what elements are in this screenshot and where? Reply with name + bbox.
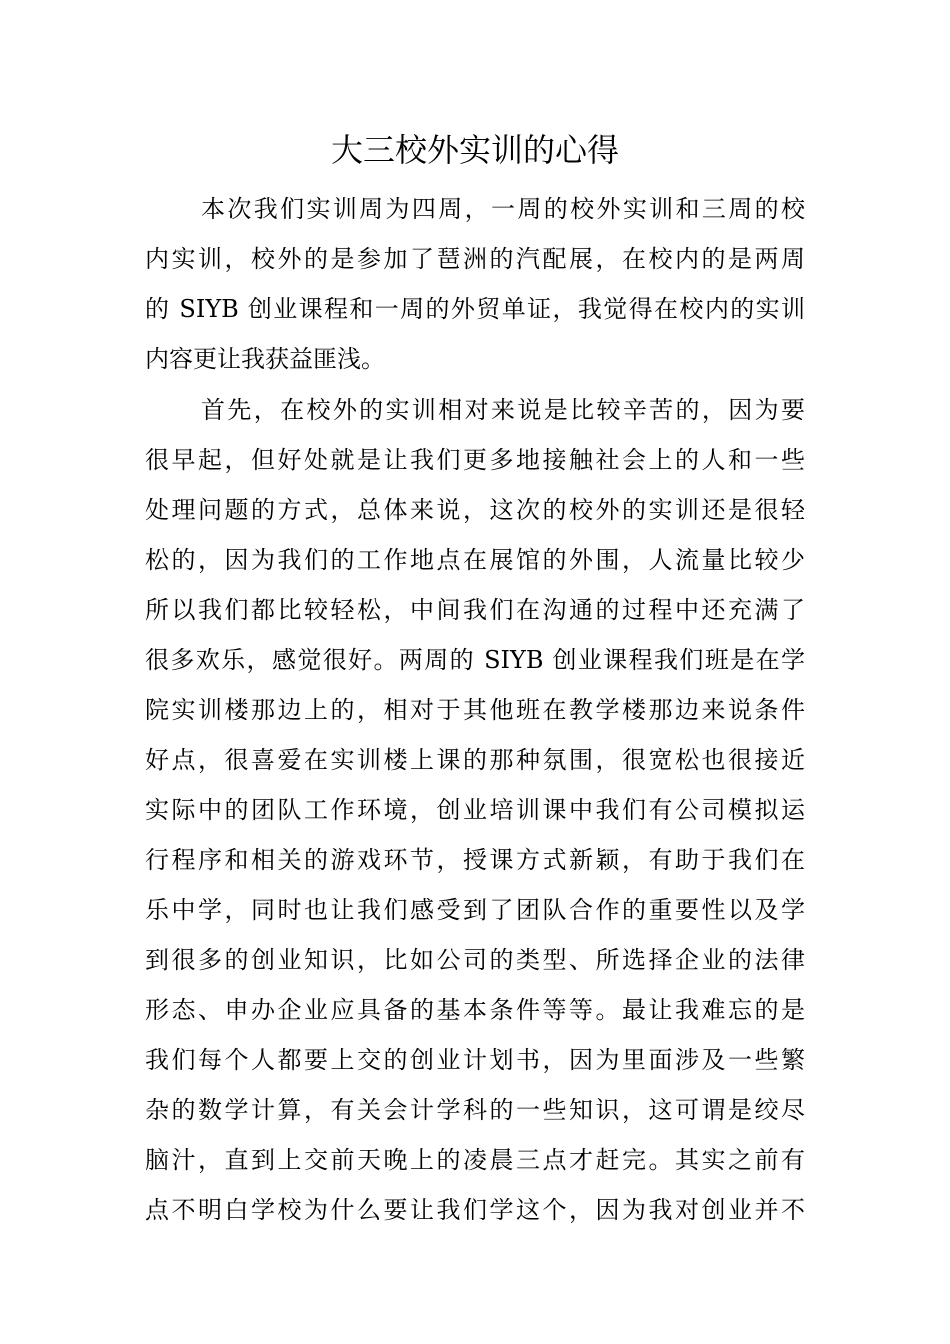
paragraph-2 bbox=[145, 385, 805, 1235]
paragraph-line: 处理问题的方式，总体来说，这次的校外的实训还是很轻 bbox=[145, 496, 805, 524]
paragraph-line: 很早起，但好处就是让我们更多地接触社会上的人和一些 bbox=[145, 446, 805, 474]
paragraph-line: 院实训楼那边上的，相对于其他班在教学楼那边来说条件 bbox=[145, 696, 805, 724]
paragraph-line: 首先，在校外的实训相对来说是比较辛苦的，因为要 bbox=[201, 396, 805, 424]
document-title: 大三校外实训的心得 bbox=[330, 131, 619, 169]
paragraph-line: 很多欢乐，感觉很好。两周的 SIYB 创业课程我们班是在学 bbox=[145, 646, 805, 674]
paragraph-line: 行程序和相关的游戏环节，授课方式新颖，有助于我们在 bbox=[145, 846, 805, 874]
paragraph-line: 实际中的团队工作环境，创业培训课中我们有公司模拟运 bbox=[145, 796, 805, 824]
paragraph-line: 好点，很喜爱在实训楼上课的那种氛围，很宽松也很接近 bbox=[145, 746, 805, 774]
paragraph-line: 所以我们都比较轻松，中间我们在沟通的过程中还充满了 bbox=[145, 596, 805, 624]
paragraph-line: 乐中学，同时也让我们感受到了团队合作的重要性以及学 bbox=[145, 896, 805, 924]
paragraph-line: 内容更让我获益匪浅。 bbox=[145, 345, 385, 373]
paragraph-line: 内实训，校外的是参加了琶洲的汽配展，在校内的是两周 bbox=[145, 245, 805, 273]
paragraph-1 bbox=[145, 184, 805, 384]
paragraph-line: 本次我们实训周为四周，一周的校外实训和三周的校 bbox=[201, 195, 805, 223]
paragraph-line: 脑汁，直到上交前天晚上的凌晨三点才赶完。其实之前有 bbox=[145, 1146, 805, 1174]
paragraph-line: 杂的数学计算，有关会计学科的一些知识，这可谓是绞尽 bbox=[145, 1096, 805, 1124]
paragraph-line: 点不明白学校为什么要让我们学这个，因为我对创业并不 bbox=[145, 1196, 805, 1224]
paragraph-line: 我们每个人都要上交的创业计划书，因为里面涉及一些繁 bbox=[145, 1046, 805, 1074]
paragraph-line: 到很多的创业知识，比如公司的类型、所选择企业的法律 bbox=[145, 946, 805, 974]
paragraph-line: 松的，因为我们的工作地点在展馆的外围，人流量比较少 bbox=[145, 546, 805, 574]
paragraph-line: 形态、申办企业应具备的基本条件等等。最让我难忘的是 bbox=[145, 996, 805, 1024]
paragraph-line: 的 SIYB 创业课程和一周的外贸单证，我觉得在校内的实训 bbox=[145, 295, 805, 323]
